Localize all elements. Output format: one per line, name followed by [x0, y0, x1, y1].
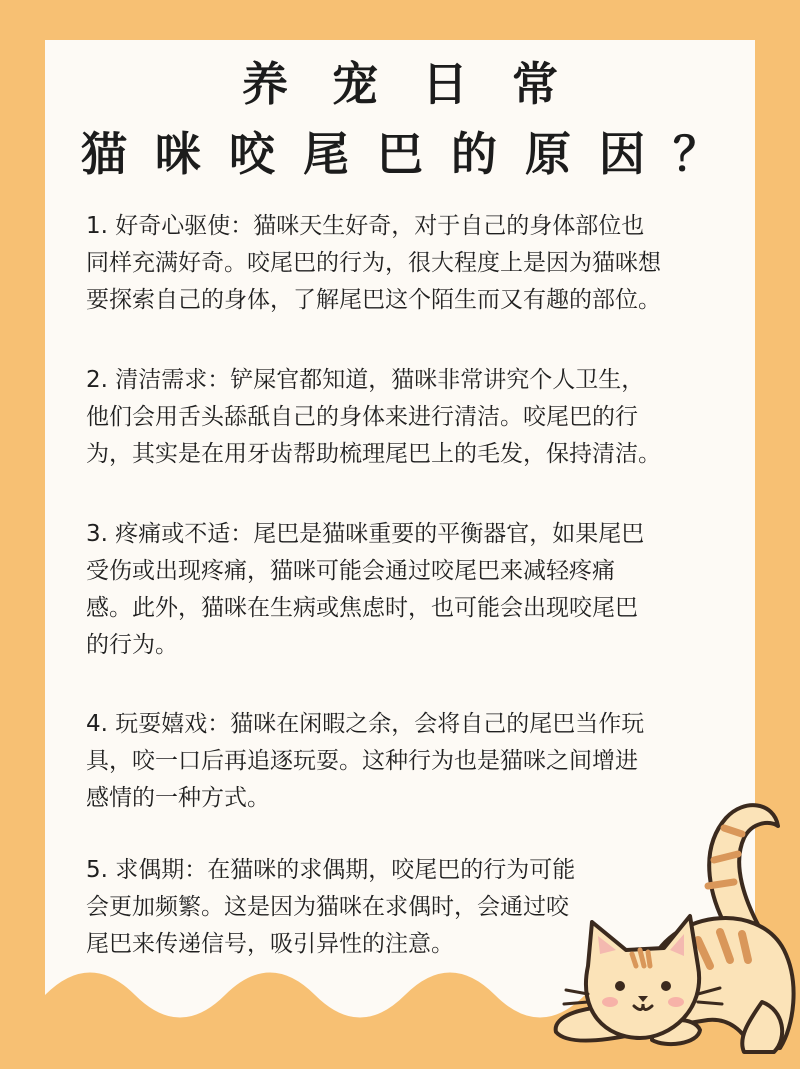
paragraph-line: 3. 疼痛或不适：尾巴是猫咪重要的平衡器官，如果尾巴	[86, 521, 645, 547]
paragraph-line: 感。此外，猫咪在生病或焦虑时，也可能会出现咬尾巴	[86, 595, 638, 621]
paragraph-line: 会更加频繁。这是因为猫咪在求偶时，会通过咬	[86, 894, 569, 920]
paragraph-line: 5. 求偶期：在猫咪的求偶期，咬尾巴的行为可能	[86, 857, 576, 883]
paragraph-line: 他们会用舌头舔舐自己的身体来进行清洁。咬尾巴的行	[86, 404, 638, 430]
paragraph-line: 受伤或出现疼痛，猫咪可能会通过咬尾巴来减轻疼痛	[86, 558, 615, 584]
title-line-1: 养宠日常	[242, 57, 602, 111]
paragraph-line: 感情的一种方式。	[86, 785, 270, 811]
paragraph-line: 具，咬一口后再追逐玩耍。这种行为也是猫咪之间增进	[86, 748, 638, 774]
reason-paragraph-2	[86, 362, 736, 473]
paragraph-line: 1. 好奇心驱使：猫咪天生好奇，对于自己的身体部位也	[86, 213, 645, 239]
title-line-2: 猫咪咬尾巴的原因？	[81, 127, 747, 181]
paragraph-line: 为，其实是在用牙齿帮助梳理尾巴上的毛发，保持清洁。	[86, 441, 661, 467]
cat-illustration-icon	[548, 790, 800, 1069]
reason-paragraph-3	[86, 516, 736, 664]
paragraph-line: 同样充满好奇。咬尾巴的行为，很大程度上是因为猫咪想	[86, 250, 661, 276]
paragraph-line: 的行为。	[86, 632, 178, 658]
paragraph-line: 要探索自己的身体，了解尾巴这个陌生而又有趣的部位。	[86, 287, 661, 313]
reason-paragraph-1	[86, 208, 736, 319]
paragraph-line: 尾巴来传递信号，吸引异性的注意。	[86, 931, 454, 957]
paragraph-line: 2. 清洁需求：铲屎官都知道，猫咪非常讲究个人卫生，	[86, 367, 645, 393]
paragraph-line: 4. 玩耍嬉戏：猫咪在闲暇之余，会将自己的尾巴当作玩	[86, 711, 645, 737]
